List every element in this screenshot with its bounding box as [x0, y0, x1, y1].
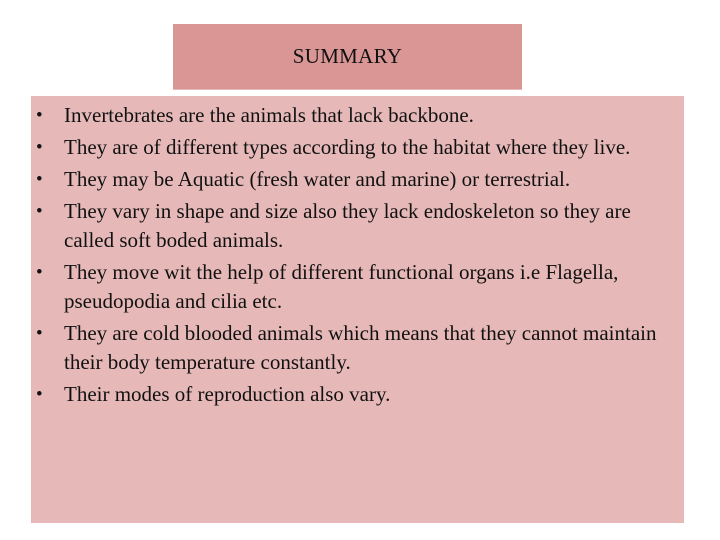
bullet-text: Their modes of reproduction also vary. — [64, 382, 391, 406]
bullet-list — [31, 101, 684, 412]
bullet-item — [31, 319, 684, 377]
bullet-text: They vary in shape and size also they lack endoskeleton so they are called soft boded animals. — [64, 199, 631, 252]
bullet-item — [31, 165, 684, 194]
slide-title: SUMMARY — [292, 44, 403, 68]
content-box — [31, 96, 684, 523]
bullet-text: Invertebrates are the animals that lack backbone. — [64, 103, 474, 127]
bullet-icon: • — [36, 105, 43, 126]
title-box — [173, 24, 522, 90]
bullet-text: They may be Aquatic (fresh water and marine) or terrestrial. — [64, 167, 571, 191]
bullet-text: They are of different types according to the habitat where they live. — [64, 135, 631, 159]
bullet-item — [31, 101, 684, 130]
bullet-text: They move wit the help of different functional organs i.e Flagella, pseudopodia and cilia etc. — [64, 260, 619, 313]
bullet-icon: • — [36, 137, 43, 158]
bullet-text: They are cold blooded animals which means that they cannot maintain their body temperature constantly. — [64, 321, 657, 374]
bullet-icon: • — [36, 262, 43, 283]
bullet-icon: • — [36, 384, 43, 405]
bullet-item — [31, 380, 684, 409]
bullet-icon: • — [36, 201, 43, 222]
bullet-icon: • — [36, 169, 43, 190]
bullet-item — [31, 197, 684, 255]
bullet-item — [31, 258, 684, 316]
bullet-icon: • — [36, 323, 43, 344]
bullet-item — [31, 133, 684, 162]
